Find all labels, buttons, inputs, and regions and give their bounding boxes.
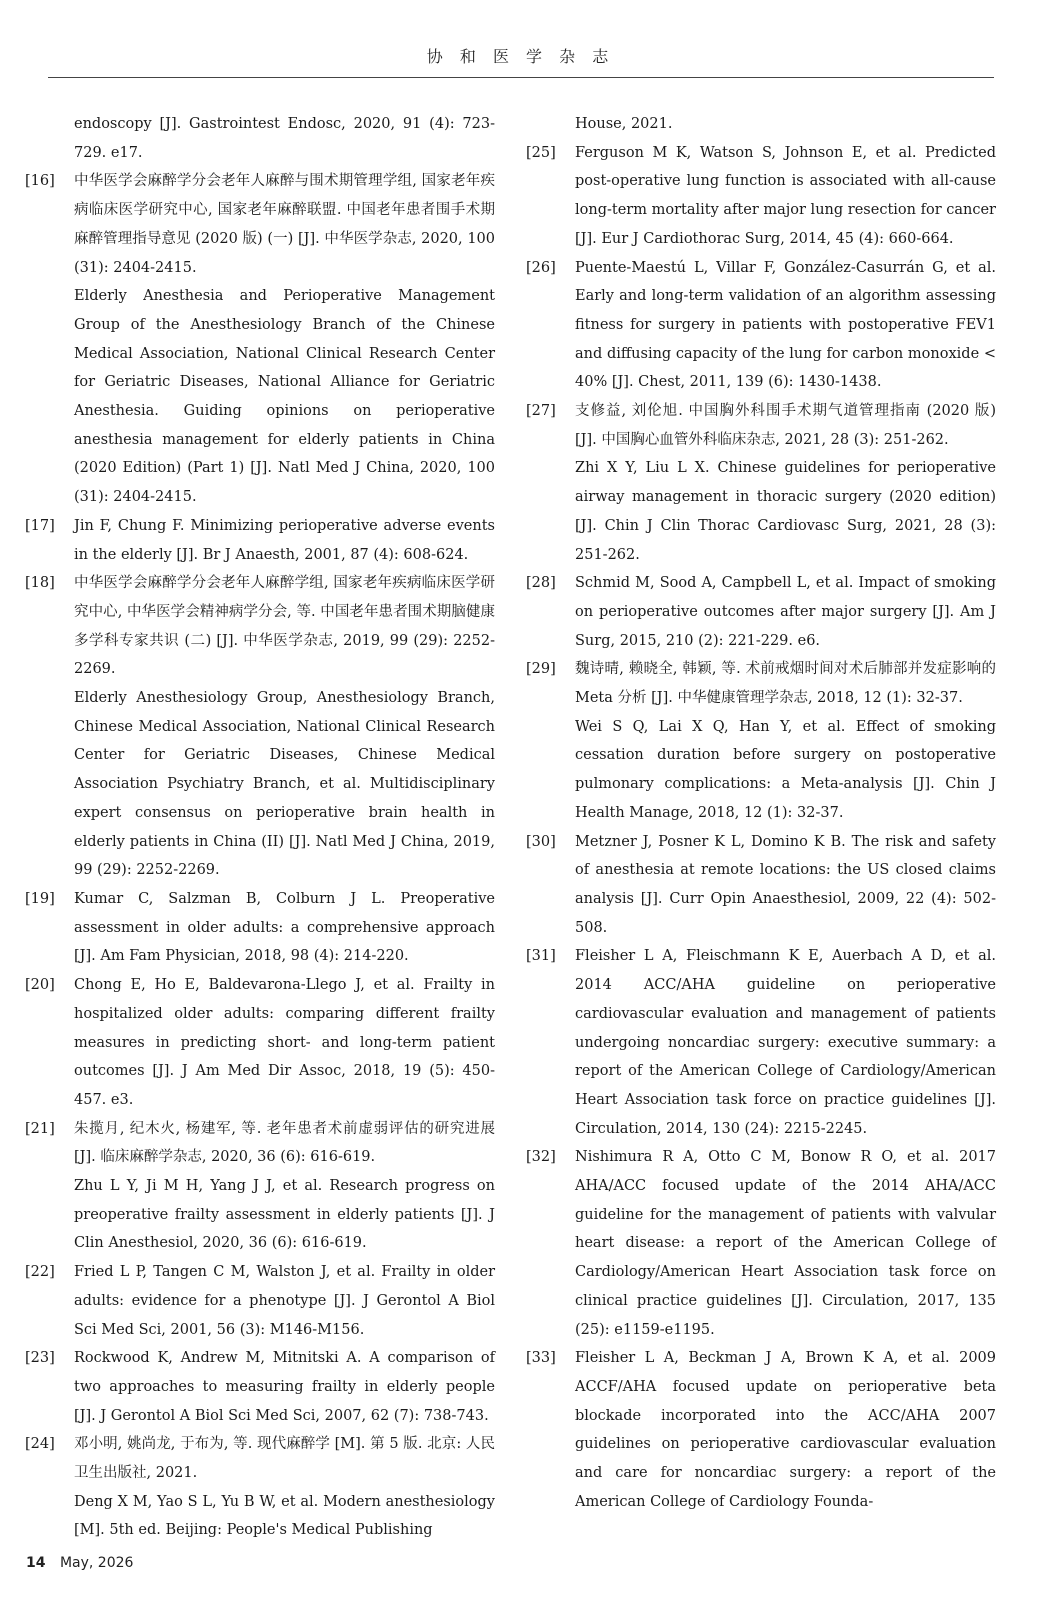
reference-entry	[526, 254, 996, 398]
reference-text: Wei S Q, Lai X Q, Han Y, et al. Effect of smoking cessation duration before surgery on postoperative pulmonary complications: a Meta-analysis [J]. Chin J Health Manage, 2018, 12 (1): 32-37.	[575, 718, 996, 821]
reference-text: Jin F, Chung F. Minimizing perioperative adverse events in the elderly [J]. Br J Anaesth, 2001, 87 (4): 608-624.	[74, 517, 495, 563]
reference-text: Kumar C, Salzman B, Colburn J L. Preoperative assessment in older adults: a comprehensive approach [J]. Am Fam Physician, 2018, 98 (4): 214-220.	[74, 890, 495, 965]
reference-text: Metzner J, Posner K L, Domino K B. The risk and safety of anesthesia at remote locations: the US closed claims analysis [J]. Curr Opin Anaesthesiol, 2009, 22 (4): 502-508.	[575, 833, 996, 936]
reference-text: Schmid M, Sood A, Campbell L, et al. Impact of smoking on perioperative outcomes after major surgery [J]. Am J Surg, 2015, 210 (2): 221-229. e6.	[575, 575, 996, 649]
reference-number: [26]	[526, 259, 556, 276]
reference-entry	[25, 1115, 495, 1259]
reference-entry	[526, 397, 996, 569]
reference-number: [27]	[526, 403, 556, 420]
reference-text: Chong E, Ho E, Baldevarona-Llego J, et al. Frailty in hospitalized older adults: comparing different frailty measures in predicting short- and long-term patient outcomes [J]. J Am Med Dir Assoc, 2018, 19 (5): 450-457. e3.	[74, 977, 495, 1108]
reference-text: Ferguson M K, Watson S, Johnson E, et al. Predicted post-operative lung function is associated with all-cause long-term mortality after major lung resection for cancer [J]. Eur J Cardiothorac Surg, 2014, 45 (4): 660-664.	[575, 144, 996, 247]
reference-number: [31]	[526, 948, 556, 965]
header-rule	[48, 77, 994, 78]
reference-text: endoscopy [J]. Gastrointest Endosc, 2020, 91 (4): 723-729. e17.	[74, 116, 495, 161]
reference-text: Fried L P, Tangen C M, Walston J, et al. Frailty in older adults: evidence for a phenotype [J]. J Gerontol A Biol Sci Med Sci, 2001, 56 (3): M146-M156.	[74, 1264, 495, 1338]
reference-entry	[25, 1258, 495, 1344]
reference-entry	[25, 569, 495, 885]
journal-header: 协 和 医 学 杂 志	[426, 47, 615, 66]
reference-number: [20]	[25, 977, 55, 994]
reference-number: [28]	[526, 575, 556, 592]
reference-entry	[526, 1143, 996, 1344]
reference-text: 中华医学会麻醉学分会老年人麻醉与围术期管理学组, 国家老年疾病临床医学研究中心, 国家老年麻醉联盟. 中国老年患者围手术期麻醉管理指导意见 (2020 版) (一) [J]. 中华医学杂志, 2020, 100 (31): 2404-2415.	[74, 173, 495, 276]
reference-number: [23]	[25, 1350, 55, 1367]
reference-text: Zhu L Y, Ji M H, Yang J J, et al. Research progress on preoperative frailty assessment in elderly patients [J]. J Clin Anesthesiol, 2020, 36 (6): 616-619.	[74, 1178, 495, 1252]
reference-entry	[25, 971, 495, 1115]
reference-entry	[526, 569, 996, 655]
reference-number: [22]	[25, 1264, 55, 1281]
page-number: 14	[26, 1555, 46, 1571]
reference-text: Elderly Anesthesiology Group, Anesthesiology Branch, Chinese Medical Association, National Clinical Research Center for Geriatric Diseases, Chinese Medical Association Psychiatry Branch, et al. Multidisciplinary expert consensus on perioperative brain health in elderly patients in China (II) [J]. Natl Med J China, 2019, 99 (29): 2252-2269.	[74, 690, 495, 879]
reference-entry	[526, 1344, 996, 1516]
reference-text: Deng X M, Yao S L, Yu B W, et al. Modern anesthesiology [M]. 5th ed. Beijing: People's Medical Publishing	[74, 1493, 495, 1539]
reference-entry	[25, 885, 495, 971]
left-column	[25, 110, 495, 1545]
reference-text: 邓小明, 姚尚龙, 于布为, 等. 现代麻醉学 [M]. 第 5 版. 北京: 人民卫生出版社, 2021.	[74, 1436, 495, 1482]
reference-entry	[25, 110, 495, 167]
reference-text: Nishimura R A, Otto C M, Bonow R O, et al. 2017 AHA/ACC focused update of the 2014 AHA/ACC guideline for the management of patients with valvular heart disease: a report of the American College of Cardiology/American Heart Association task force on clinical practice guidelines [J]. Circulation, 2017, 135 (25): e1159-e1195.	[575, 1149, 996, 1338]
reference-number: [32]	[526, 1149, 556, 1166]
issue-date: May, 2026	[59, 1555, 134, 1571]
reference-text: Elderly Anesthesia and Perioperative Management Group of the Anesthesiology Branch of the Chinese Medical Association, National Clinical Research Center for Geriatric Diseases, National Alliance for Geriatric Anesthesia. Guiding opinions on perioperative anesthesia management for elderly patients in China (2020 Edition) (Part 1) [J]. Natl Med J China, 2020, 100 (31): 2404-2415.	[74, 288, 495, 506]
reference-text: 中华医学会麻醉学分会老年人麻醉学组, 国家老年疾病临床医学研究中心, 中华医学会精神病学分会, 等. 中国老年患者围术期脑健康多学科专家共识 (二) [J]. 中华医学杂志, 2019, 99 (29): 2252-2269.	[74, 575, 495, 678]
reference-number: [29]	[526, 661, 556, 678]
reference-text: Rockwood K, Andrew M, Mitnitski A. A comparison of two approaches to measuring frailty in elderly people [J]. J Gerontol A Biol Sci Med Sci, 2007, 62 (7): 738-743.	[74, 1350, 495, 1424]
reference-text: 魏诗晴, 赖晓全, 韩颖, 等. 术前戒烟时间对术后肺部并发症影响的 Meta 分析 [J]. 中华健康管理学杂志, 2018, 12 (1): 32-37.	[575, 661, 996, 707]
reference-text: 支修益, 刘伦旭. 中国胸外科围手术期气道管理指南 (2020 版) [J]. 中国胸心血管外科临床杂志, 2021, 28 (3): 251-262.	[575, 403, 996, 448]
reference-number: [18]	[25, 575, 55, 592]
reference-text: Zhi X Y, Liu L X. Chinese guidelines for perioperative airway management in thoracic surgery (2020 edition) [J]. Chin J Clin Thorac Cardiovasc Surg, 2021, 28 (3): 251-262.	[575, 460, 996, 563]
reference-entry	[25, 167, 495, 511]
reference-number: [25]	[526, 144, 556, 161]
reference-entry	[526, 828, 996, 943]
reference-text: Fleisher L A, Fleischmann K E, Auerbach A D, et al. 2014 ACC/AHA guideline on perioperative cardiovascular evaluation and management of patients undergoing noncardiac surgery: executive summary: a report of the American College of Cardiology/American Heart Association task force on practice guidelines [J]. Circulation, 2014, 130 (24): 2215-2245.	[575, 948, 996, 1137]
reference-number: [17]	[25, 517, 55, 534]
reference-entry	[526, 942, 996, 1143]
reference-number: [21]	[25, 1120, 55, 1137]
reference-number: [30]	[526, 833, 556, 850]
reference-number: [24]	[25, 1436, 55, 1453]
reference-text: Fleisher L A, Beckman J A, Brown K A, et al. 2009 ACCF/AHA focused update on perioperative beta blockade incorporated into the ACC/AHA 2007 guidelines on perioperative cardiovascular evaluation and care for noncardiac surgery: a report of the American College of Cardiology Founda-	[575, 1350, 996, 1510]
reference-number: [16]	[25, 173, 55, 190]
right-column	[526, 110, 996, 1516]
reference-text: House, 2021.	[575, 116, 673, 132]
reference-text: 朱揽月, 纪木火, 杨建军, 等. 老年患者术前虚弱评估的研究进展 [J]. 临床麻醉学杂志, 2020, 36 (6): 616-619.	[74, 1120, 495, 1166]
reference-number: [19]	[25, 890, 55, 907]
reference-entry	[526, 655, 996, 827]
reference-entry	[526, 110, 996, 139]
reference-text: Puente-Maestú L, Villar F, González-Casurrán G, et al. Early and long-term validation of an algorithm assessing fitness for surgery in patients with postoperative FEV1 and diffusing capacity of the lung for carbon monoxide < 40% [J]. Chest, 2011, 139 (6): 1430-1438.	[575, 259, 996, 391]
reference-entry	[526, 139, 996, 254]
reference-entry	[25, 512, 495, 569]
reference-entry	[25, 1344, 495, 1430]
reference-entry	[25, 1430, 495, 1545]
page-footer	[26, 1555, 133, 1571]
reference-number: [33]	[526, 1350, 556, 1367]
